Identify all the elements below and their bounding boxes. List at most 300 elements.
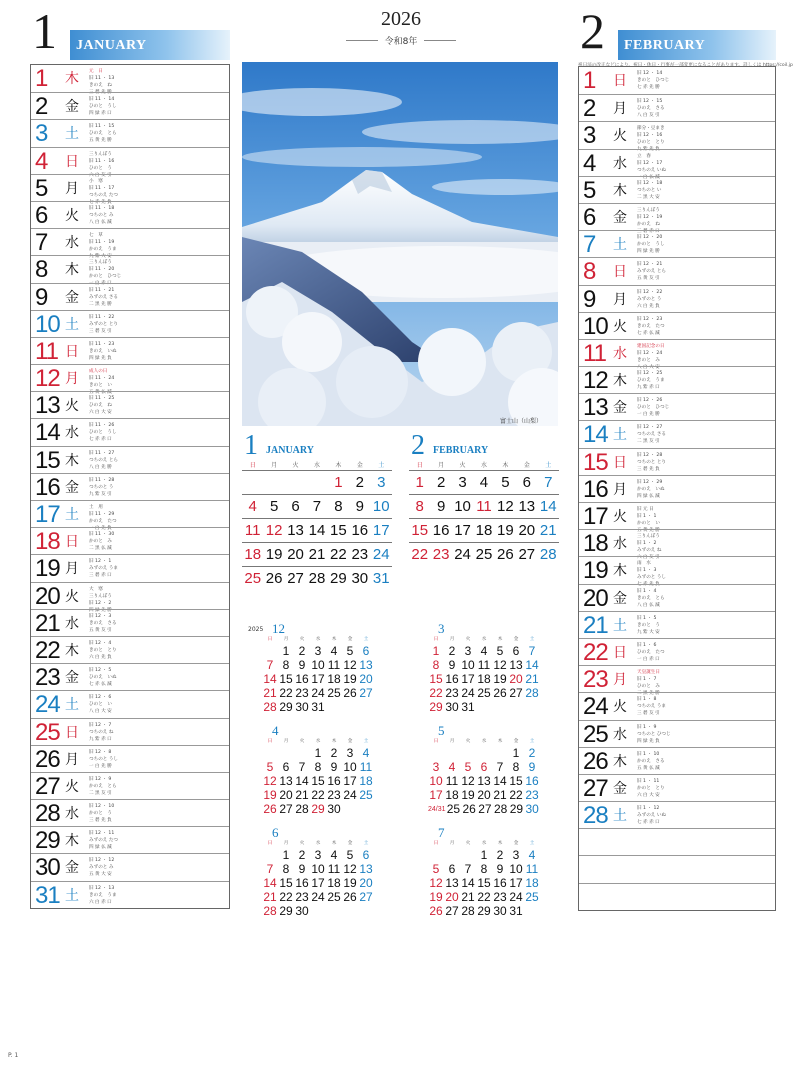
date-cell: 6 — [291, 498, 300, 515]
date-cell: 8 — [415, 498, 424, 515]
day-info: 三りんぼう 旧 1 ・ 2 みずのえ ね 六 白 友 引 — [637, 534, 662, 561]
day-row — [31, 283, 229, 310]
event-label: 元 日 — [89, 69, 103, 74]
day-info: 旧 12 ・ 8 つちのと うし 一 白 先 勝 — [89, 749, 119, 769]
week-row — [262, 802, 374, 816]
day-row — [579, 285, 775, 312]
mini-month-header — [262, 826, 374, 840]
january-header — [30, 3, 230, 60]
day-row — [579, 393, 775, 420]
day-number: 1 — [583, 67, 596, 94]
date-cell: 22 — [330, 546, 347, 563]
day-number: 4 — [583, 149, 596, 177]
date-cell: 23 — [493, 890, 507, 904]
date-cell: 2 — [528, 746, 536, 760]
date-cell: 22 — [477, 890, 491, 904]
date-cell: 16 — [295, 672, 309, 686]
date-cell: 18 — [327, 672, 341, 686]
weekday-label: 火 — [65, 207, 79, 224]
day-info: 旧 12 ・ 21 みずのえ とら 五 黄 友 引 — [637, 262, 667, 282]
day-number: 21 — [35, 609, 60, 637]
date-cell: 3 — [346, 746, 354, 760]
january-title: JANUARY — [76, 38, 147, 53]
date-cell: 12 — [429, 876, 443, 890]
weekday-label: 日 — [613, 644, 627, 661]
date-cell: 2 — [496, 848, 504, 862]
date-cell: 21 — [295, 788, 309, 802]
january-day-list — [30, 64, 230, 909]
day-number: 23 — [583, 666, 608, 694]
calendar-era: 令和8年 — [384, 37, 418, 47]
date-cell: 18 — [525, 876, 539, 890]
date-cell: 18 — [445, 788, 459, 802]
date-cell: 1 — [480, 848, 488, 862]
date-cell: 12 — [263, 774, 277, 788]
weekday-name: 日 — [267, 637, 273, 642]
week-row — [409, 542, 559, 566]
date-cell: 9 — [298, 658, 306, 672]
day-info: 旧 11 ・ 28 つちのと う 九 紫 友 引 — [89, 477, 115, 497]
date-cell: 7 — [528, 644, 536, 658]
weekday-name: 月 — [283, 739, 289, 744]
date-cell: 31 — [311, 700, 325, 714]
day-number: 20 — [35, 582, 60, 610]
date-cell: 21 — [461, 890, 475, 904]
date-cell: 30 — [351, 570, 369, 587]
day-number: 28 — [583, 802, 608, 830]
day-info: 旧 11 ・ 25 ひのえ ね 六 白 大 安 — [89, 396, 115, 416]
week-row — [262, 774, 374, 788]
week-row — [409, 518, 559, 542]
date-cell: 26 — [343, 890, 357, 904]
date-cell: 10 — [343, 760, 357, 774]
day-info: 三りんぼう 旧 11 ・ 20 かのと ひつじ 一 白 赤 口 — [89, 260, 122, 287]
weekday-name: 木 — [497, 841, 503, 846]
week-row — [428, 802, 540, 816]
weekday-name: 火 — [459, 462, 466, 469]
day-info: 旧 1 ・ 11 かのと とり 六 白 大 安 — [637, 778, 665, 798]
mount-fuji-photo — [242, 62, 558, 426]
date-cell: 13 — [359, 862, 373, 876]
february-header — [578, 3, 793, 68]
date-cell: 23 — [445, 686, 459, 700]
day-row — [579, 556, 775, 588]
date-cell: 25 — [525, 890, 539, 904]
mini-month-number: 12 — [272, 621, 285, 636]
day-number: 14 — [583, 421, 608, 449]
date-cell: 14 — [539, 498, 557, 515]
date-cell: 11 — [477, 658, 491, 672]
weekday-name: 水 — [481, 637, 487, 642]
week-row — [428, 876, 540, 890]
date-cell: 21 — [263, 686, 277, 700]
day-number: 13 — [583, 394, 608, 422]
weekday-label: 水 — [613, 155, 627, 172]
weekday-name: 土 — [529, 637, 535, 642]
day-row — [579, 420, 775, 447]
date-cell: 24 — [461, 686, 475, 700]
weekday-name: 月 — [283, 637, 289, 642]
weekday-label: 火 — [613, 318, 627, 335]
day-number: 27 — [35, 772, 60, 800]
date-cell: 2 — [330, 746, 338, 760]
date-cell: 22 — [429, 686, 443, 700]
day-info: 旧 12 ・ 29 かのえ いぬ 四 緑 仏 滅 — [637, 479, 665, 499]
weekday-label: 日 — [613, 73, 627, 89]
date-cell: 30 — [525, 802, 539, 816]
day-number: 3 — [35, 120, 48, 148]
date-cell: 4 — [528, 848, 536, 862]
date-cell: 19 — [343, 672, 357, 686]
mini-month-number: 7 — [438, 825, 445, 840]
weekday-label: 水 — [65, 425, 79, 442]
february-month-grid — [409, 432, 559, 566]
weekday-name: 木 — [497, 637, 503, 642]
weekday-name: 月 — [449, 637, 455, 642]
day-row — [31, 500, 229, 531]
day-row — [31, 446, 229, 473]
january-grid-name: JANUARY — [266, 445, 314, 456]
weekday-name: 日 — [433, 841, 439, 846]
weekday-label: 木 — [65, 833, 79, 850]
day-row — [31, 337, 229, 364]
date-cell: 3 — [458, 474, 467, 491]
day-number: 20 — [583, 584, 608, 612]
weekday-label: 月 — [65, 751, 79, 768]
date-cell: 24 — [372, 546, 390, 563]
date-cell: 17 — [372, 522, 390, 539]
empty-row — [579, 883, 775, 910]
week-row — [409, 470, 559, 494]
day-info: 節分・豆まき 旧 12 ・ 16 ひのと とり 九 紫 先 負 — [637, 126, 665, 153]
date-cell: 18 — [244, 546, 262, 563]
date-cell: 12 — [497, 498, 514, 515]
date-cell: 14 — [308, 522, 326, 539]
date-cell: 28 — [493, 802, 508, 816]
date-cell: 3 — [314, 848, 322, 862]
day-number: 25 — [35, 718, 60, 746]
weekday-name: 土 — [529, 739, 535, 744]
date-cell: 13 — [279, 774, 293, 788]
date-cell: 2 — [298, 848, 306, 862]
weekday-name: 月 — [438, 462, 445, 469]
day-info: 旧 1 ・ 6 ひのえ たつ 一 白 赤 口 — [637, 642, 665, 662]
weekday-label: 月 — [65, 561, 79, 578]
date-cell: 17 — [343, 774, 357, 788]
date-cell: 4 — [362, 746, 370, 760]
weekday-label: 月 — [65, 180, 79, 197]
date-cell: 29 — [279, 904, 293, 918]
date-cell: 18 — [359, 774, 373, 788]
date-cell: 27 — [509, 686, 523, 700]
week-row — [262, 700, 374, 714]
day-number: 28 — [35, 800, 60, 828]
date-cell: 12 — [461, 774, 475, 788]
date-cell: 9 — [355, 498, 364, 515]
date-cell: 4 — [330, 848, 338, 862]
day-row — [31, 391, 229, 418]
date-cell: 1 — [334, 474, 343, 491]
date-cell: 25 — [477, 686, 491, 700]
weekday-name: 日 — [416, 462, 423, 469]
day-row — [579, 149, 775, 180]
weekday-label: 日 — [65, 724, 79, 741]
weekday-name: 日 — [267, 739, 273, 744]
date-cell: 13 — [445, 876, 459, 890]
date-cell: 28 — [461, 904, 475, 918]
day-row — [579, 230, 775, 257]
date-cell: 23 — [351, 546, 369, 563]
day-number: 22 — [583, 638, 608, 666]
day-row — [579, 502, 775, 533]
date-cell: 25 — [244, 570, 262, 587]
date-cell: 7 — [298, 760, 306, 774]
weekday-header — [242, 460, 392, 470]
date-cell: 6 — [512, 644, 520, 658]
day-info: 旧 12 ・ 9 かのえ とら 二 黒 友 引 — [89, 776, 117, 796]
date-cell: 5 — [346, 848, 354, 862]
mini-month-header — [248, 621, 374, 636]
day-number: 7 — [35, 229, 48, 257]
day-info: 旧 1 ・ 9 つちのと ひつじ 四 緑 先 負 — [637, 724, 671, 744]
day-info: 旧 1 ・ 8 つちのえ うま 三 碧 友 引 — [637, 697, 667, 717]
day-number: 12 — [583, 367, 608, 395]
week-row — [428, 788, 540, 802]
february-big-number: 2 — [580, 3, 605, 59]
day-number: 31 — [35, 881, 60, 909]
day-row — [31, 582, 229, 613]
weekday-name: 火 — [465, 739, 471, 744]
date-cell: 20 — [359, 876, 373, 890]
week-row — [262, 746, 374, 760]
weekday-label: 火 — [65, 778, 79, 795]
date-cell: 3 — [512, 848, 520, 862]
date-cell: 15 — [279, 672, 293, 686]
day-info: 旧 12 ・ 27 つちのえ さる 二 黒 友 引 — [637, 425, 667, 445]
date-cell: 4 — [448, 760, 456, 774]
weekday-name: 日 — [433, 637, 439, 642]
date-cell: 30 — [445, 700, 459, 714]
date-cell: 26 — [343, 686, 357, 700]
mini-calendar-07 — [428, 826, 540, 918]
day-info: 旧 12 ・ 13 きのえ うま 六 白 赤 口 — [89, 885, 117, 905]
day-row — [31, 92, 229, 119]
event-label: 成人の日 — [89, 369, 108, 375]
day-row — [579, 665, 775, 697]
day-info: 旧 1 ・ 4 きのえ とら 八 白 仏 滅 — [637, 588, 665, 608]
day-info: 旧 11 ・ 30 かのと み 二 黒 仏 滅 — [89, 532, 115, 552]
weekday-name: 金 — [347, 841, 353, 846]
day-row — [31, 119, 229, 146]
date-cell: 4 — [248, 498, 257, 515]
date-cell: 28 — [263, 700, 277, 714]
day-info: 旧 11 ・ 22 みずのと とり 三 碧 友 引 — [89, 314, 119, 334]
weekday-name: 火 — [465, 841, 471, 846]
day-info: 旧 1 ・ 12 みずのえ いぬ 七 赤 赤 口 — [637, 806, 667, 826]
day-number: 27 — [583, 774, 608, 802]
week-row — [262, 658, 374, 672]
date-cell: 6 — [362, 848, 370, 862]
day-info: 旧 12 ・ 20 かのと うし 四 緑 先 勝 — [637, 235, 665, 255]
mini-month-header — [262, 724, 374, 738]
day-info: 旧 12 ・ 12 みずのと み 五 黄 大 安 — [89, 858, 115, 878]
date-cell: 5 — [464, 760, 472, 774]
day-info: 旧 元 日 旧 1 ・ 1 かのと い 五 黄 先 勝 — [637, 507, 660, 533]
date-cell: 11 — [327, 658, 341, 672]
date-cell: 26 — [263, 802, 277, 816]
mini-year: 2025 — [248, 626, 264, 633]
date-cell: 22 — [411, 546, 429, 563]
weekday-name: 月 — [449, 841, 455, 846]
date-cell: 1 — [415, 474, 424, 491]
weekday-label: 月 — [65, 371, 79, 388]
day-info: 旧 12 ・ 10 かのと う 三 碧 先 負 — [89, 804, 115, 824]
weekday-name: 火 — [299, 739, 305, 744]
date-cell: 19 — [461, 788, 475, 802]
february-grid-number: 2 — [411, 430, 425, 461]
week-row — [428, 760, 540, 774]
weekday-label: 月 — [613, 481, 627, 498]
january-grid-header — [242, 432, 392, 460]
date-cell: 20 — [287, 546, 304, 563]
week-row — [428, 672, 540, 686]
date-cell: 11 — [476, 498, 492, 515]
day-info: 旧 12 ・ 11 みずのえ たつ 四 緑 仏 滅 — [89, 831, 119, 851]
day-row — [579, 448, 775, 475]
date-cell: 10 — [461, 658, 475, 672]
day-number: 22 — [35, 636, 60, 664]
date-cell: 6 — [362, 644, 370, 658]
holiday-notice: 祝日法の改正などにより、祝日・休日・行事が一部変更になることがあります。詳しくは https://coil.jp — [578, 63, 793, 68]
weekday-label: 日 — [65, 534, 79, 551]
date-cell: 14 — [461, 876, 475, 890]
day-row — [579, 339, 775, 370]
date-cell: 7 — [544, 474, 553, 491]
day-number: 9 — [583, 285, 596, 313]
day-row — [579, 584, 775, 611]
date-cell: 8 — [512, 760, 520, 774]
date-cell: 7 — [464, 862, 472, 876]
weekday-name: 水 — [315, 739, 321, 744]
date-cell: 29 — [509, 802, 524, 816]
date-cell: 13 — [287, 522, 304, 539]
date-cell: 25 — [475, 546, 493, 563]
weekday-label: 水 — [613, 536, 627, 553]
weekday-name: 水 — [315, 841, 321, 846]
day-row — [31, 310, 229, 337]
day-info: 旧 12 ・ 14 きのと ひつじ 七 赤 先 勝 — [637, 71, 670, 90]
date-cell: 24 — [343, 788, 357, 802]
day-row — [31, 690, 229, 717]
date-cell: 17 — [429, 788, 443, 802]
day-info: 旧 12 ・ 15 ひのえ さる 八 白 友 引 — [637, 99, 665, 119]
day-row — [31, 418, 229, 445]
weekday-name: 木 — [502, 462, 509, 469]
date-cell: 20 — [359, 672, 373, 686]
date-cell: 27 — [518, 546, 536, 563]
date-cell: 2 — [355, 474, 364, 491]
date-cell: 5 — [266, 760, 274, 774]
day-info: 土 用 旧 11 ・ 29 かのえ たつ 一 白 先 負 — [89, 505, 117, 531]
day-row — [31, 147, 229, 178]
weekday-header — [262, 636, 374, 644]
day-info: 旧 1 ・ 5 きのと う 九 紫 大 安 — [637, 615, 660, 635]
day-row — [31, 826, 229, 853]
day-number: 14 — [35, 419, 60, 447]
date-cell: 9 — [298, 862, 306, 876]
date-cell: 13 — [477, 774, 491, 788]
date-cell: 31 — [372, 570, 390, 587]
day-row — [579, 176, 775, 203]
mini-calendar-04 — [262, 724, 374, 816]
weekday-name: 日 — [267, 841, 273, 846]
day-info: 三りんぼう 旧 12 ・ 19 かのえ ね 三 碧 赤 口 — [637, 207, 663, 234]
weekday-label: 木 — [65, 262, 79, 279]
date-cell: 14 — [263, 876, 277, 890]
january-month-grid — [242, 432, 392, 590]
weekday-label: 金 — [65, 860, 79, 877]
weekday-label: 土 — [65, 697, 79, 714]
weekday-name: 日 — [433, 739, 439, 744]
weekday-label: 火 — [613, 128, 627, 145]
day-info: 旧 12 ・ 18 つちのと い 二 黒 大 安 — [637, 180, 663, 200]
weekday-label: 金 — [613, 590, 627, 607]
day-row — [31, 745, 229, 772]
date-cell: 26 — [462, 802, 476, 816]
day-number: 23 — [35, 664, 60, 692]
date-cell: 25 — [359, 788, 373, 802]
day-info: 大 寒 三りんぼう 旧 12 ・ 2 四 緑 先 勝 — [89, 586, 112, 613]
day-row — [31, 554, 229, 581]
day-row — [579, 203, 775, 234]
date-cell: 8 — [334, 498, 343, 515]
weekday-label: 木 — [613, 373, 627, 390]
date-cell: 17 — [454, 522, 471, 539]
week-row — [409, 494, 559, 518]
day-row — [31, 799, 229, 826]
day-number: 24 — [35, 691, 60, 719]
day-info: 旧 11 ・ 27 つちのえ とら 八 白 先 勝 — [89, 450, 119, 470]
date-cell: 10 — [454, 498, 471, 515]
weekday-label: 土 — [613, 237, 627, 254]
day-number: 29 — [35, 827, 60, 855]
date-cell: 2 — [448, 644, 456, 658]
date-cell: 29 — [311, 802, 325, 816]
day-row — [579, 529, 775, 561]
weekday-label: 土 — [65, 507, 79, 523]
date-cell: 9 — [528, 760, 536, 774]
day-number: 18 — [583, 530, 608, 558]
date-cell: 8 — [480, 862, 488, 876]
january-big-number: 1 — [32, 3, 57, 59]
date-cell: 20 — [509, 672, 523, 686]
weekday-label: 水 — [65, 235, 79, 252]
day-number: 17 — [583, 503, 608, 530]
date-cell: 5 — [346, 644, 354, 658]
date-cell: 9 — [496, 862, 504, 876]
day-info: 旧 11 ・ 21 みずのえ さる 二 黒 先 勝 — [89, 287, 119, 307]
date-cell: 30 — [295, 700, 309, 714]
weekday-header — [428, 636, 540, 644]
day-number: 4 — [35, 147, 48, 175]
date-cell: 28 — [295, 802, 309, 816]
weekday-header — [262, 738, 374, 746]
date-cell: 6 — [522, 474, 531, 491]
day-number: 5 — [583, 176, 596, 204]
day-number: 16 — [583, 475, 608, 503]
date-cell: 15 — [311, 774, 325, 788]
day-info: 旧 12 ・ 7 つちのえ ね 九 紫 赤 口 — [89, 722, 114, 742]
